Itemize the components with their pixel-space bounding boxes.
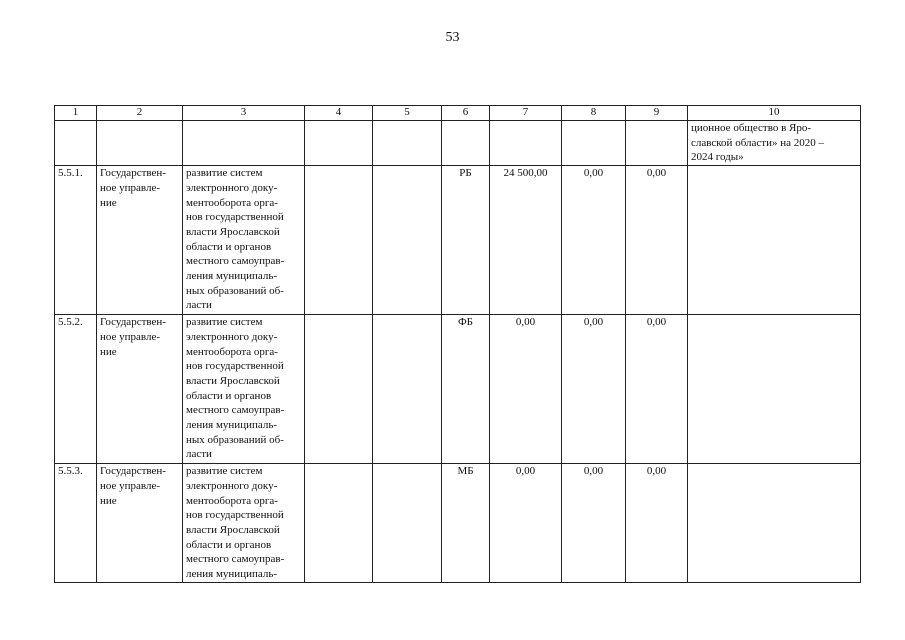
row-col8: 0,00 bbox=[562, 464, 626, 583]
row-col9: 0,00 bbox=[626, 464, 688, 583]
cell bbox=[490, 121, 562, 166]
cell bbox=[55, 121, 97, 166]
cell bbox=[373, 121, 442, 166]
cell bbox=[183, 121, 305, 166]
row-col10 bbox=[688, 315, 861, 464]
row-col8: 0,00 bbox=[562, 315, 626, 464]
row-funding-source: ФБ bbox=[442, 315, 490, 464]
header-cell-7: 7 bbox=[490, 106, 562, 121]
row-col9: 0,00 bbox=[626, 315, 688, 464]
row-col10 bbox=[688, 166, 861, 315]
row-number: 5.5.3. bbox=[55, 464, 97, 583]
row-category: Государствен- ное управле- ние bbox=[97, 315, 183, 464]
row-description: развитие систем электронного доку- ментооборота орга- нов государственной власти Ярославской области и органов местного самоуправ- ления муниципаль- ных образований об- ласти bbox=[183, 166, 305, 315]
header-row bbox=[55, 106, 861, 121]
row-col7: 0,00 bbox=[490, 315, 562, 464]
row-funding-source: РБ bbox=[442, 166, 490, 315]
row-col7: 24 500,00 bbox=[490, 166, 562, 315]
page-number: 53 bbox=[445, 30, 460, 45]
row-col10 bbox=[688, 464, 861, 583]
row-col7: 0,00 bbox=[490, 464, 562, 583]
row-col4 bbox=[305, 315, 373, 464]
table-row bbox=[55, 166, 861, 315]
row-description: развитие систем электронного доку- ментооборота орга- нов государственной власти Ярославской области и органов местного самоуправ- ления муниципаль- bbox=[183, 464, 305, 583]
header-cell-2: 2 bbox=[97, 106, 183, 121]
cell bbox=[97, 121, 183, 166]
row-col5 bbox=[373, 166, 442, 315]
table-row bbox=[55, 315, 861, 464]
row-number: 5.5.1. bbox=[55, 166, 97, 315]
row-col5 bbox=[373, 464, 442, 583]
cell bbox=[562, 121, 626, 166]
row-category: Государствен- ное управле- ние bbox=[97, 166, 183, 315]
header-cell-6: 6 bbox=[442, 106, 490, 121]
header-cell-1: 1 bbox=[55, 106, 97, 121]
row-category: Государствен- ное управле- ние bbox=[97, 464, 183, 583]
continuation-row bbox=[55, 121, 861, 166]
cell bbox=[626, 121, 688, 166]
row-col4 bbox=[305, 464, 373, 583]
budget-table bbox=[54, 105, 861, 583]
row-number: 5.5.2. bbox=[55, 315, 97, 464]
continuation-text: ционное общество в Яро- славской области» на 2020 – 2024 годы» bbox=[688, 121, 861, 166]
row-funding-source: МБ bbox=[442, 464, 490, 583]
header-cell-9: 9 bbox=[626, 106, 688, 121]
row-col4 bbox=[305, 166, 373, 315]
header-cell-10: 10 bbox=[688, 106, 861, 121]
cell bbox=[442, 121, 490, 166]
row-col9: 0,00 bbox=[626, 166, 688, 315]
table-row bbox=[55, 464, 861, 583]
row-col8: 0,00 bbox=[562, 166, 626, 315]
header-cell-8: 8 bbox=[562, 106, 626, 121]
header-cell-3: 3 bbox=[183, 106, 305, 121]
header-cell-5: 5 bbox=[373, 106, 442, 121]
cell bbox=[305, 121, 373, 166]
row-description: развитие систем электронного доку- ментооборота орга- нов государственной власти Ярославской области и органов местного самоуправ- ления муниципаль- ных образований об- ласти bbox=[183, 315, 305, 464]
header-cell-4: 4 bbox=[305, 106, 373, 121]
row-col5 bbox=[373, 315, 442, 464]
